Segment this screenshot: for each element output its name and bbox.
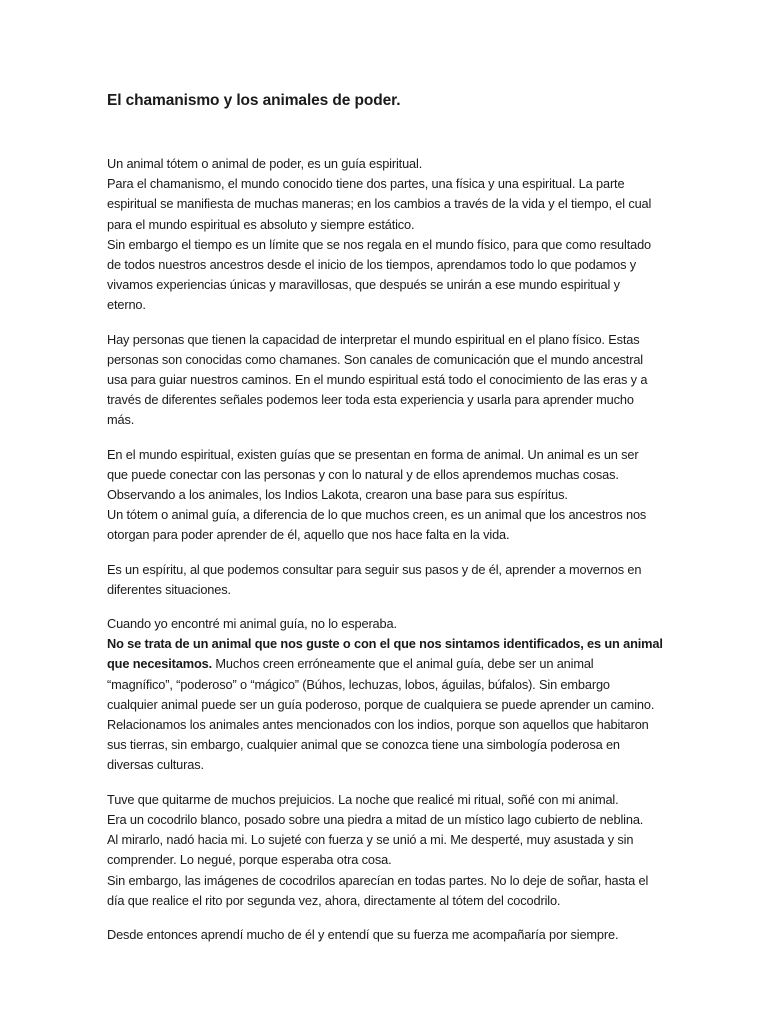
- text-line-mixed: [107, 654, 667, 674]
- paragraph-2: [107, 330, 667, 431]
- bold-text: que necesitamos.: [107, 656, 212, 672]
- text-line: Para el chamanismo, el mundo conocido tiene dos partes, una física y una espiritual. La parte: [107, 176, 625, 192]
- paragraph-7: [107, 925, 667, 945]
- paragraph-1: [107, 154, 667, 316]
- text-line: personas son conocidas como chamanes. Son canales de comunicación que el mundo ancestral: [107, 351, 643, 367]
- text-line: Relacionamos los animales antes mencionados con los indios, porque son aquellos que habitaron: [107, 717, 649, 733]
- text-line: comprender. Lo negué, porque esperaba otra cosa.: [107, 852, 392, 868]
- text-line: diversas culturas.: [107, 757, 204, 773]
- text-line: Sin embargo, las imágenes de cocodrilos aparecían en todas partes. No lo deje de soñar, hasta el: [107, 872, 649, 888]
- text-line: Sin embargo el tiempo es un límite que se nos regala en el mundo físico, para que como resultado: [107, 236, 652, 252]
- text-line: otorgan para poder aprender de él, aquello que nos hace falta en la vida.: [107, 527, 510, 543]
- text-line: En el mundo espiritual, existen guías que se presentan en forma de animal. Un animal es un ser: [107, 446, 639, 462]
- text-line: Cuando yo encontré mi animal guía, no lo esperaba.: [107, 616, 397, 632]
- text-line: más.: [107, 412, 135, 428]
- text-line: Al mirarlo, nadó hacia mi. Lo sujeté con fuerza y se unió a mi. Me desperté, muy asustada y sin: [107, 832, 634, 848]
- text-line: “magnífico”, “poderoso” o “mágico” (Búhos, lechuzas, lobos, águilas, búfalos). Sin embargo: [107, 676, 610, 692]
- text-line: Era un cocodrilo blanco, posado sobre una piedra a mitad de un místico lago cubierto de neblina.: [107, 811, 644, 827]
- text-line: Un tótem o animal guía, a diferencia de lo que muchos creen, es un animal que los ancestros nos: [107, 507, 647, 523]
- text-line: Un animal tótem o animal de poder, es un guía espiritual.: [107, 156, 423, 171]
- text-line: cualquier animal puede ser un guía poderoso, porque de cualquiera se puede aprender un camino.: [107, 696, 655, 712]
- text-line: que puede conectar con las personas y con lo natural y de ellos aprendemos muchas cosas.: [107, 466, 619, 482]
- paragraph-4: [107, 560, 667, 600]
- text-line: sus tierras, sin embargo, cualquier animal que se conozca tiene una simbología poderosa en: [107, 737, 620, 753]
- text-line: Observando a los animales, los Indios Lakota, crearon una base para sus espíritus.: [107, 487, 568, 503]
- bold-text-line: No se trata de un animal que nos guste o con el que nos sintamos identificados, es un animal: [107, 636, 663, 652]
- text-line: Tuve que quitarme de muchos prejuicios. La noche que realicé mi ritual, soñé con mi animal.: [107, 791, 619, 807]
- text-line: Desde entonces aprendí mucho de él y entendí que su fuerza me acompañaría por siempre.: [107, 926, 619, 942]
- text-line: diferentes situaciones.: [107, 581, 231, 597]
- text-line: Hay personas que tienen la capacidad de interpretar el mundo espiritual en el plano físico. Estas: [107, 331, 640, 347]
- text-line: para el mundo espiritual es absoluto y siempre estático.: [107, 216, 415, 232]
- document-title: El chamanismo y los animales de poder.: [107, 92, 401, 109]
- text-line: espiritual se manifiesta de muchas maneras; en los cambios a través de la vida y el tiempo, el cual: [107, 196, 652, 212]
- document-body: [107, 154, 667, 959]
- text-line: de todos nuestros ancestros desde el inicio de los tiempos, aprendamos todo lo que podamos y: [107, 257, 636, 273]
- text-line-rest: Muchos creen erróneamente que el animal guía, debe ser un animal: [212, 656, 594, 672]
- text-line: través de diferentes señales podemos leer toda esta experiencia y usarla para aprender mucho: [107, 392, 634, 408]
- paragraph-6: [107, 790, 667, 911]
- text-line: día que realice el rito por segunda vez, ahora, directamente al tótem del cocodrilo.: [107, 892, 561, 908]
- text-line: vivamos experiencias únicas y maravillosas, que después se unirán a ese mundo espiritual y: [107, 277, 620, 293]
- paragraph-5: [107, 614, 667, 776]
- paragraph-3: [107, 445, 667, 546]
- text-line: eterno.: [107, 297, 146, 313]
- text-line: Es un espíritu, al que podemos consultar para seguir sus pasos y de él, aprender a movernos en: [107, 561, 642, 577]
- text-line: usa para guiar nuestros caminos. En el mundo espiritual está todo el conocimiento de las eras y a: [107, 372, 648, 388]
